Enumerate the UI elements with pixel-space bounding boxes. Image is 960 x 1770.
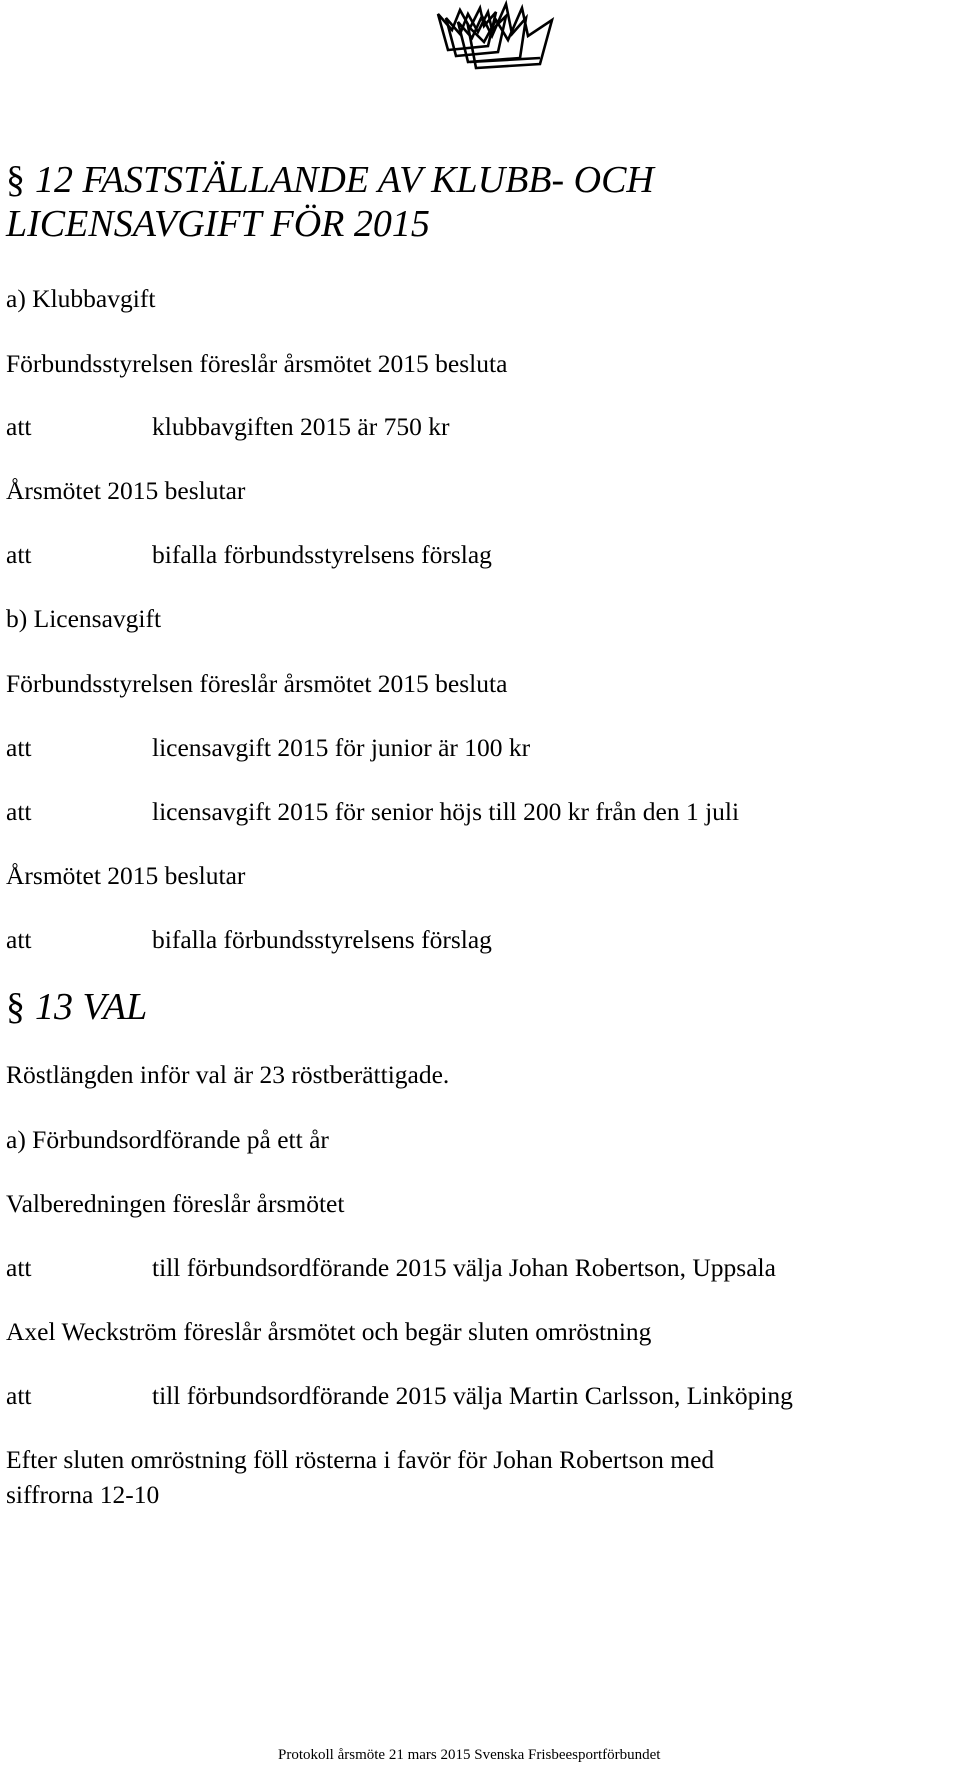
result-line-1: Efter sluten omröstning föll rösterna i favör för Johan Robertson med [6, 1445, 715, 1474]
att-text: till förbundsordförande 2015 välja Johan Robertson, Uppsala [152, 1253, 776, 1282]
att-keyword: att [6, 1253, 32, 1282]
result-line-2: siffrorna 12-10 [6, 1480, 160, 1509]
voting-roll: Röstlängden inför val är 23 röstberättigade. [6, 1060, 450, 1089]
att-text: bifalla förbundsstyrelsens förslag [152, 540, 492, 569]
section-12-title-line2: LICENSAVGIFT FÖR 2015 [6, 203, 430, 245]
licensavgift-label: b) Licensavgift [6, 604, 162, 633]
page-footer: Protokoll årsmöte 21 mars 2015 Svenska Frisbeesportförbundet [278, 1747, 661, 1763]
section-13-heading [6, 985, 147, 1030]
section-symbol: § [6, 986, 25, 1028]
att-keyword: att [6, 733, 32, 762]
klubbavgift-proposal: Förbundsstyrelsen föreslår årsmötet 2015 besluta [6, 349, 508, 378]
att-text: klubbavgiften 2015 är 750 kr [152, 412, 450, 441]
counter-proposal: Axel Weckström föreslår årsmötet och begär sluten omröstning [6, 1317, 652, 1346]
section-12-heading [6, 158, 654, 203]
att-text: till förbundsordförande 2015 välja Martin Carlsson, Linköping [152, 1381, 793, 1410]
att-text: licensavgift 2015 för junior är 100 kr [152, 733, 531, 762]
att-text: bifalla förbundsstyrelsens förslag [152, 925, 492, 954]
att-keyword: att [6, 540, 32, 569]
crown-icon [436, 0, 558, 72]
att-keyword: att [6, 797, 32, 826]
att-text: licensavgift 2015 för senior höjs till 200 kr från den 1 juli [152, 797, 740, 826]
klubbavgift-decision: Årsmötet 2015 beslutar [6, 476, 246, 505]
section-symbol: § [6, 159, 25, 201]
nomination-text: Valberedningen föreslår årsmötet [6, 1189, 345, 1218]
licensavgift-decision: Årsmötet 2015 beslutar [6, 861, 246, 890]
klubbavgift-label: a) Klubbavgift [6, 284, 156, 313]
att-keyword: att [6, 925, 32, 954]
att-keyword: att [6, 412, 32, 441]
att-keyword: att [6, 1381, 32, 1410]
chairman-label: a) Förbundsordförande på ett år [6, 1125, 329, 1154]
section-12-title-line1: 12 FASTSTÄLLANDE AV KLUBB- OCH [35, 159, 654, 201]
section-13-title: 13 VAL [35, 986, 148, 1028]
licensavgift-proposal: Förbundsstyrelsen föreslår årsmötet 2015 besluta [6, 669, 508, 698]
